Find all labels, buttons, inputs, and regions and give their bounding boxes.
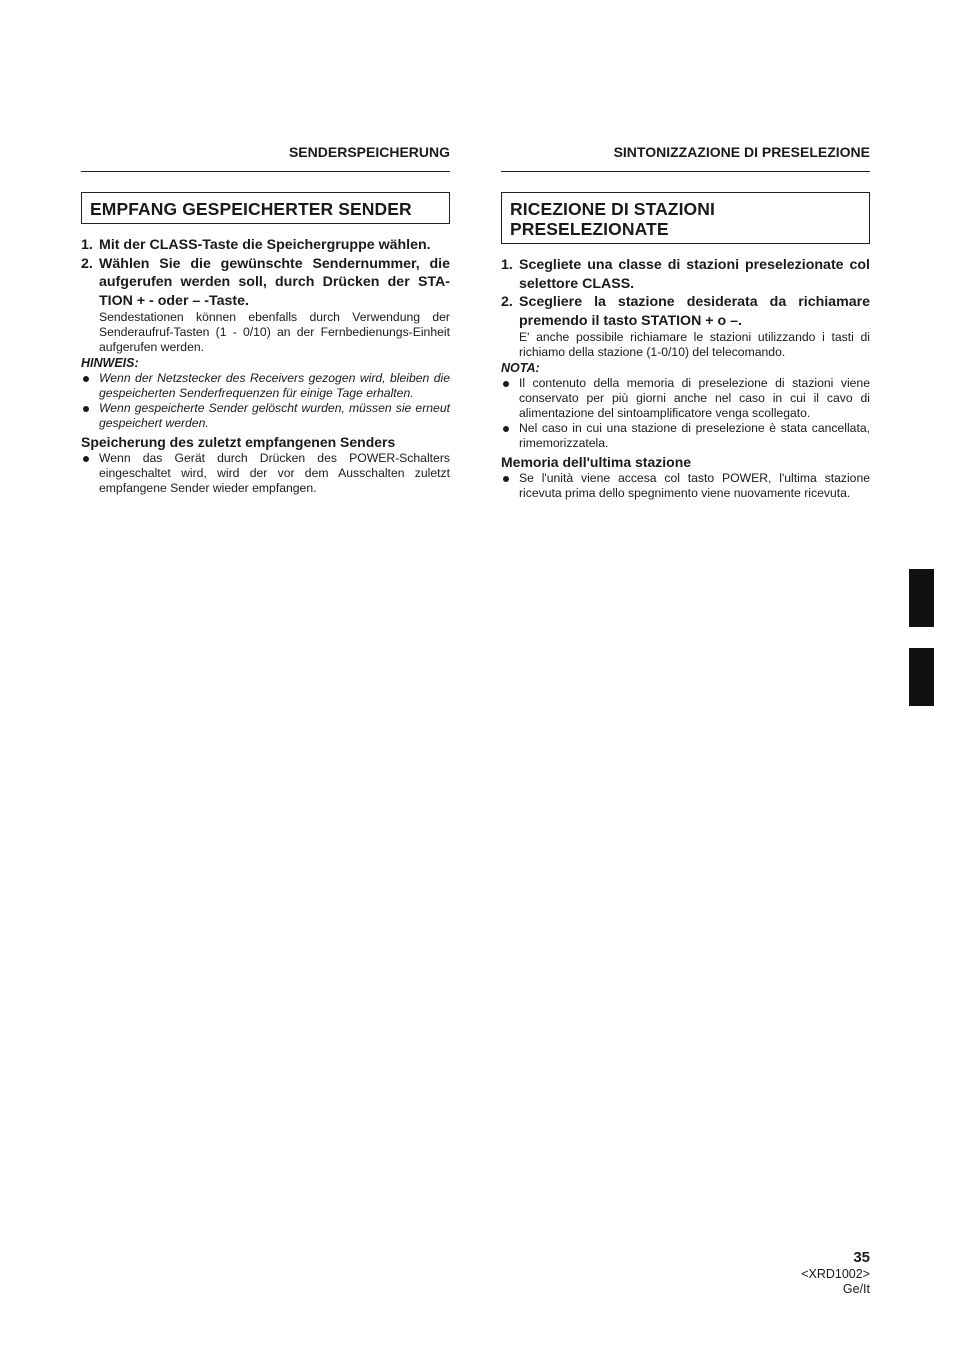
step-text: Scegliete una classe di stazioni preselezionate col selettore CLASS. — [519, 257, 870, 292]
language-tab-marker — [909, 648, 934, 706]
step-number: 2. — [81, 255, 93, 272]
section-header: SINTONIZZAZIONE DI PRESELEZIONE — [501, 143, 870, 172]
page-footer — [801, 1249, 870, 1297]
memory-item — [501, 471, 870, 501]
bullet-icon — [503, 381, 509, 387]
note-item — [501, 421, 870, 451]
language-code: Ge/It — [842, 1282, 870, 1296]
bullet-icon — [83, 406, 89, 412]
model-code: <XRD1002> — [801, 1267, 870, 1281]
step-item — [81, 255, 450, 311]
note-heading: HINWEIS: — [81, 356, 139, 371]
german-column — [81, 143, 450, 496]
section-header: SENDERSPEICHERUNG — [81, 143, 450, 172]
notes-list — [501, 376, 870, 451]
memory-item — [81, 451, 450, 496]
bullet-icon — [83, 456, 89, 462]
memory-text: Se l'unità viene accesa col tasto POWER, l'ultima stazione ricevuta prima dello spegnimento viene nuovamente ricevuta. — [519, 471, 870, 501]
note-heading: NOTA: — [501, 361, 540, 376]
note-item — [501, 376, 870, 421]
note-text: Il contenuto della memoria di preselezione di stazioni viene conservato per più giorni anche nel caso in cui il cavo di alimentazione del sintoamplificatore venga scollegato. — [519, 376, 870, 421]
note-item — [81, 401, 450, 431]
memory-text: Wenn das Gerät durch Drücken des POWER-Schalters eingeschaltet wird, wird der vor dem Ausschalten zuletzt empfangene Sender wieder empfangen. — [99, 451, 450, 496]
note-text: Nel caso in cui una stazione di preselezione è stata cancellata, rimemorizzatela. — [519, 421, 870, 451]
step-text: Scegliere la stazione desiderata da richiamare premendo il tasto STATION + o –. — [519, 294, 870, 329]
step-number: 1. — [81, 237, 93, 253]
memory-heading: Memoria dell'ultima stazione — [501, 454, 692, 471]
memory-list — [81, 451, 450, 496]
step-text: Mit der CLASS-Taste die Speichergruppe wählen. — [99, 237, 431, 253]
step-number: 1. — [501, 257, 513, 273]
note-text: Wenn der Netzstecker des Receivers gezogen wird, bleiben die gespeicherten Senderfrequenzen für einige Tage erhalten. — [99, 371, 450, 401]
note-text: Wenn gespeicherte Sender gelöscht wurden, müssen sie erneut gespeichert werden. — [99, 401, 450, 431]
note-item — [81, 371, 450, 401]
step-item — [501, 293, 870, 330]
step-text: Wählen Sie die gewünschte Sendernummer, die aufgerufen werden soll, durch Drücken der STA-TION + - oder – -Taste. — [99, 255, 450, 309]
step-note: Sendestationen können ebenfalls durch Verwendung der Senderaufruf-Tasten (1 - 0/10) an der Fernbedienungs-Einheit aufgerufen werden. — [99, 310, 450, 355]
bullet-icon — [83, 376, 89, 382]
steps-list — [501, 256, 870, 330]
italian-column — [501, 143, 870, 501]
step-item — [501, 256, 870, 293]
steps-list — [81, 236, 450, 310]
memory-list — [501, 471, 870, 501]
section-title-box: EMPFANG GESPEICHERTER SENDER — [81, 192, 450, 224]
memory-heading: Speicherung des zuletzt empfangenen Senders — [81, 434, 396, 451]
step-note: E' anche possibile richiamare le stazioni utilizzando i tasti di richiamo della stazione (1-0/10) del telecomando. — [519, 330, 870, 360]
step-item — [81, 236, 450, 255]
bullet-icon — [503, 426, 509, 432]
notes-list — [81, 371, 450, 431]
step-number: 2. — [501, 294, 513, 311]
language-tab-marker — [909, 569, 934, 627]
section-title-box: RICEZIONE DI STAZIONI PRESELEZIONATE — [501, 192, 870, 244]
page-number: 35 — [853, 1249, 870, 1266]
bullet-icon — [503, 476, 509, 482]
